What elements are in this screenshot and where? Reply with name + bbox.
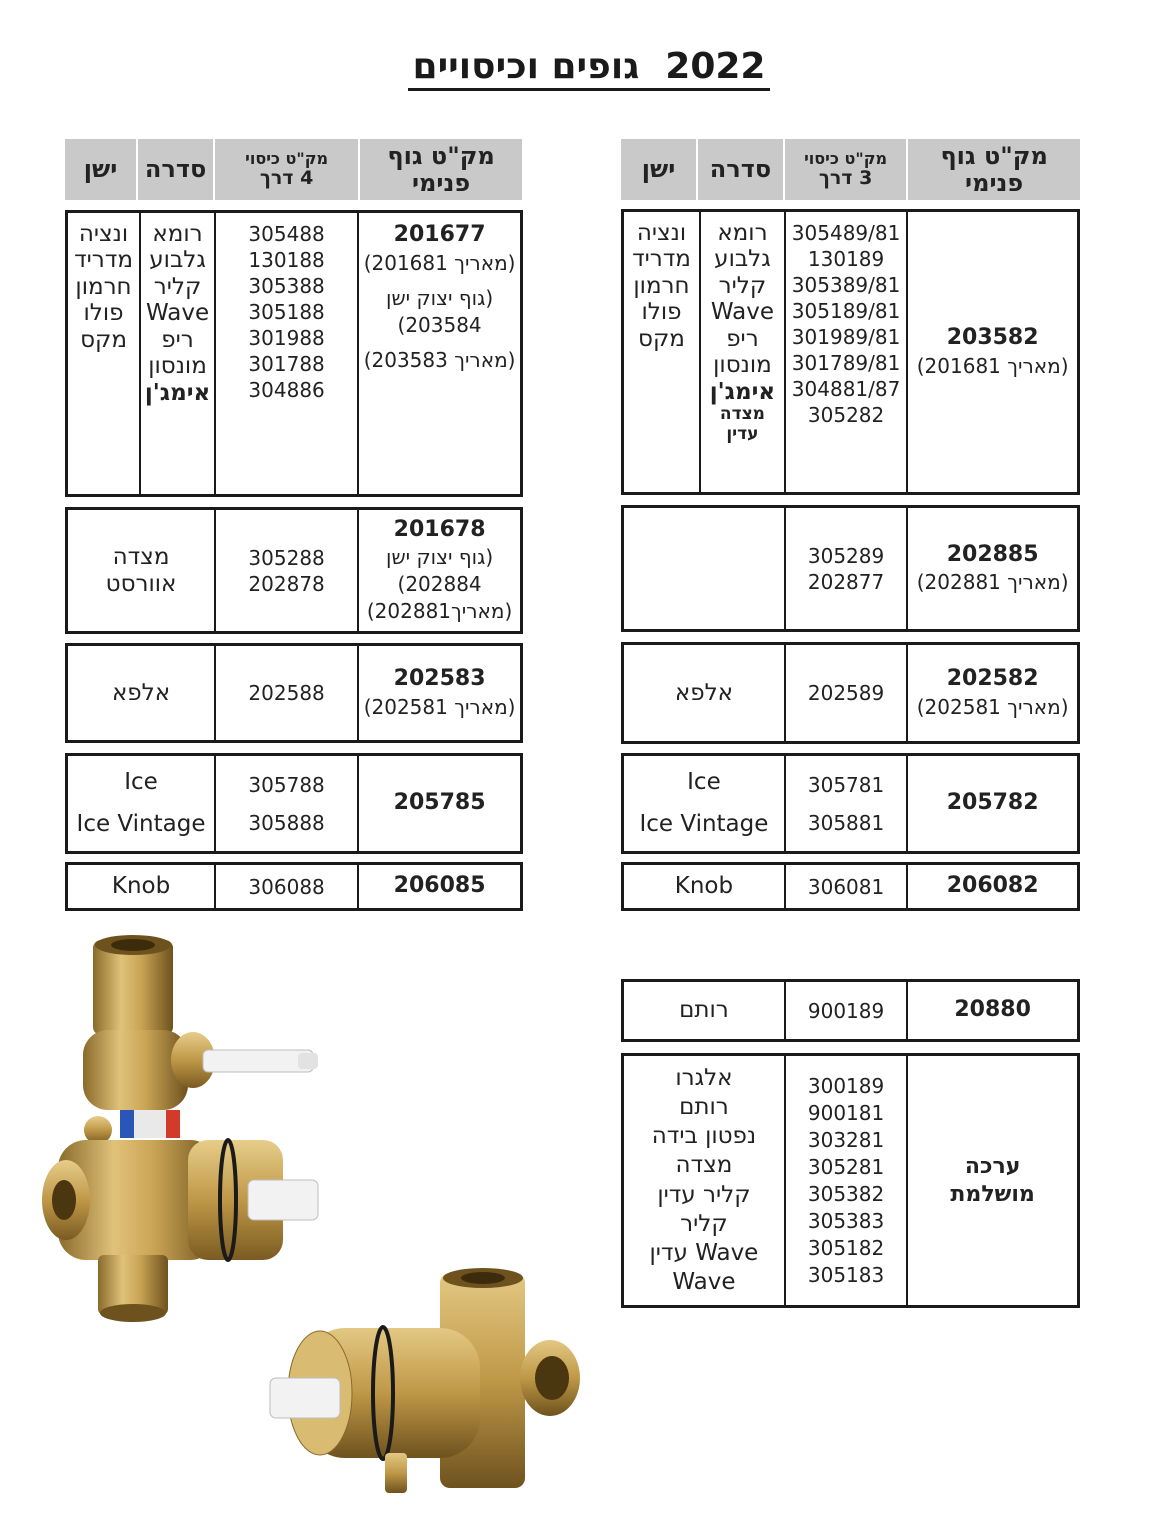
title-text: גופים וכיסויים — [412, 45, 640, 87]
left-table-5: 206085 306088 Knob — [65, 862, 523, 911]
old-list: ונציה מדריד חרמון פולו מקס — [632, 220, 691, 352]
header-left — [65, 139, 522, 200]
left-table-1 — [65, 210, 523, 497]
right-table-1 — [621, 209, 1080, 495]
right-table-4: 205782 305781 305881 Ice Ice Vintage — [621, 753, 1080, 854]
title-year: 2022 — [665, 45, 766, 87]
right-table-7: ערכה מושלמת 300189 900181 303281 305281 305382 305383 305182 305183 אלגרו רותם נפטון בידה מצדה קליר עדין קליר Wave עדין Wave — [621, 1053, 1080, 1308]
right-table-2: 202885 (מאריך 202881) 305289 202877 — [621, 505, 1080, 632]
header-series: סדרה — [136, 139, 213, 200]
header-old: ישן — [83, 155, 118, 184]
series-list: רומא גלבוע קליר Wave ריפ מונסון אימג'ן — [139, 213, 214, 494]
header-cover: מק"ט כיסוי 4 דרך — [213, 139, 358, 200]
left-table-2: 201678 (גוף יצוק ישן 202884) (מאריך202881) 305288 202878 מצדה אוורסט — [65, 507, 523, 634]
right-table-5: 206082 306081 Knob — [621, 862, 1080, 911]
series-cell — [624, 508, 784, 629]
series-list: רומא גלבוע קליר Wave ריפ מונסון אימג'ן מצדה עדין — [699, 212, 784, 492]
page-title — [408, 44, 770, 91]
cover-list: 305489/81 130189 305389/81 305189/81 301989/81 301789/81 304881/87 305282 — [784, 212, 906, 492]
inner-body-cell: 201677 (מאריך 201681) (גוף יצוק ישן 203584) (מאריך 203583) — [357, 213, 520, 494]
header-cover: מק"ט כיסוי 3 דרך — [783, 139, 906, 200]
inner-body-cell: 203582 (מאריך 201681) — [906, 212, 1077, 492]
old-list: ונציה מדריד חרמון פולו מקס — [74, 221, 133, 353]
header-series: סדרה — [696, 139, 783, 200]
left-table-4: 205785 305788 305888 Ice Ice Vintage — [65, 753, 523, 854]
left-table-3: 202583 (מאריך 202581) 202588 אלפא — [65, 643, 523, 743]
header-right — [621, 139, 1080, 200]
valve-body-image-2 — [265, 1268, 585, 1513]
cover-list: 305488 130188 305388 305188 301988 301788 304886 — [214, 213, 357, 494]
right-table-6: 20880 900189 רותם — [621, 979, 1080, 1042]
header-old: ישן — [641, 155, 676, 184]
header-inner-body: מק"ט גוף פנימי — [358, 139, 522, 200]
header-inner-body: מק"ט גוף פנימי — [906, 139, 1080, 200]
right-table-3: 202582 (מאריך 202581) 202589 אלפא — [621, 642, 1080, 744]
valve-body-image — [38, 935, 338, 1325]
